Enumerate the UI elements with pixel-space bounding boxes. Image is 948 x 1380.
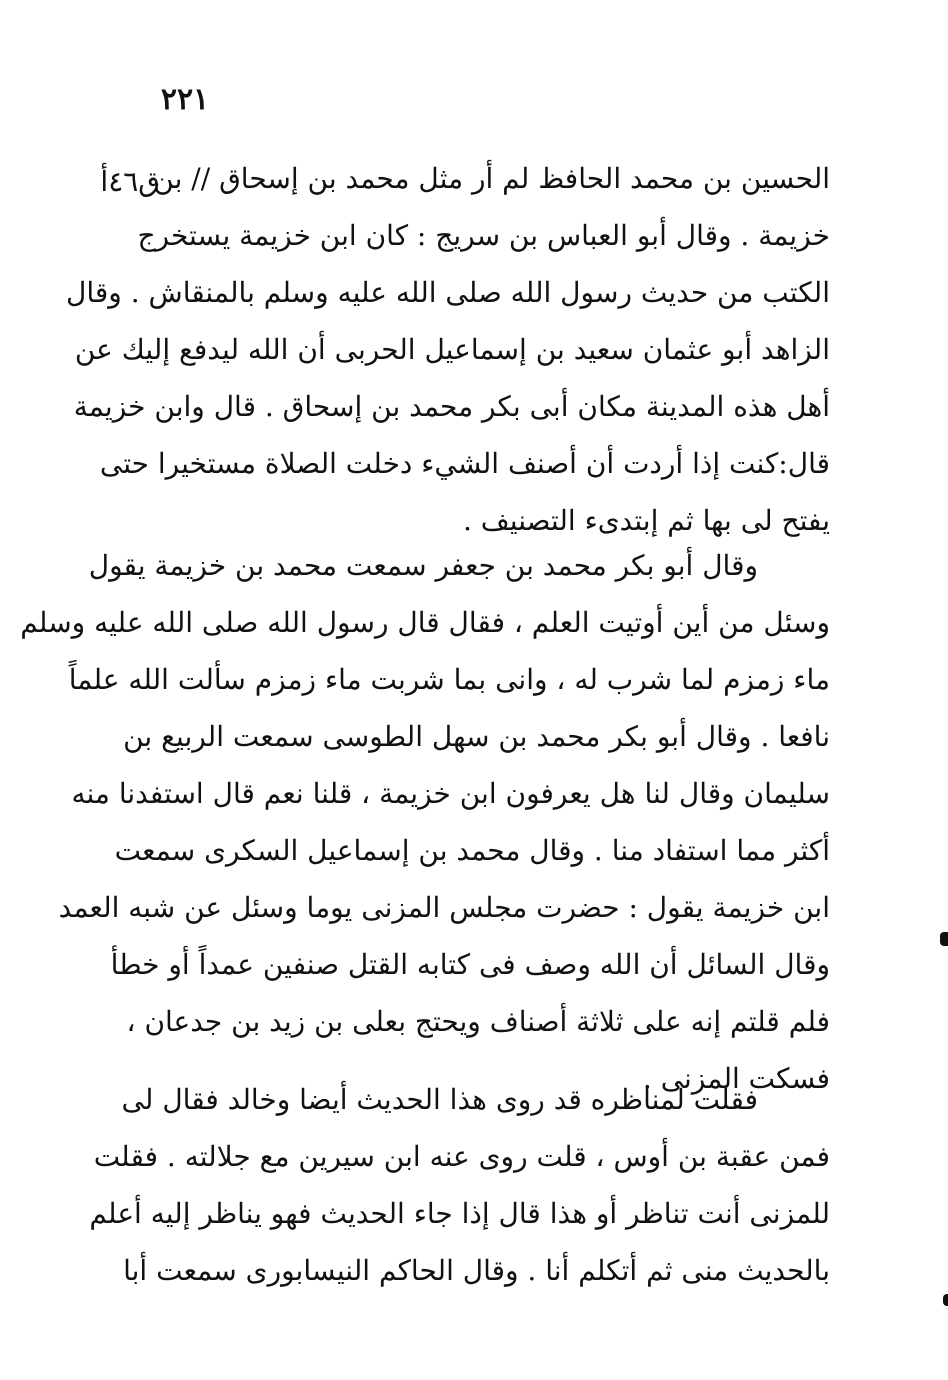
text-line: الزاهد أبو عثمان سعيد بن إسماعيل الحربى أن الله ليدفع إليك عن (74, 333, 830, 366)
text-line: الحسين بن محمد الحافظ لم أر مثل محمد بن إسحاق // بن (153, 162, 830, 195)
page-number: ٢٢١ (160, 82, 210, 117)
text-line: نافعا . وقال أبو بكر محمد بن سهل الطوسى سمعت الربيع بن (123, 720, 830, 753)
text-line: فسكت المزنى . (642, 1062, 830, 1095)
text-line: للمزنى أنت تناظر أو هذا قال إذا جاء الحديث فهو يناظر إليه أعلم (89, 1197, 830, 1230)
text-line: قال:كنت إذا أردت أن أصنف الشيء دخلت الصلاة مستخيرا حتى (99, 447, 830, 480)
text-line: وقال أبو بكر محمد بن جعفر سمعت محمد بن خزيمة يقول (88, 549, 758, 582)
text-line: وسئل من أين أوتيت العلم ، فقال قال رسول الله صلى الله عليه وسلم (20, 606, 830, 639)
text-line: فمن عقبة بن أوس ، قلت روى عنه ابن سيرين مع جلالته . فقلت (93, 1140, 830, 1173)
text-line: وقال السائل أن الله وصف فى كتابه القتل صنفين عمداً أو خطأ (110, 948, 830, 981)
text-line: فلم قلتم إنه على ثلاثة أصناف ويحتج بعلى بن زيد بن جدعان ، (126, 1005, 830, 1038)
paragraph-3 (89, 1071, 830, 1299)
binding-mark (943, 1294, 948, 1306)
text-line: أهل هذه المدينة مكان أبى بكر محمد بن إسحاق . قال وابن خزيمة (73, 390, 830, 423)
text-line: ماء زمزم لما شرب له ، وانى بما شربت ماء زمزم سألت الله علماً (68, 663, 830, 696)
text-line: أكثر مما استفاد منا . وقال محمد بن إسماعيل السكرى سمعت (114, 834, 830, 867)
text-line: ابن خزيمة يقول : حضرت مجلس المزنى يوما وسئل عن شبه العمد (58, 891, 830, 924)
text-line: الكتب من حديث رسول الله صلى الله عليه وسلم بالمنقاش . وقال (66, 276, 830, 309)
manuscript-folio-note: ق٤٦أ (100, 165, 160, 198)
binding-mark (940, 932, 948, 946)
text-line: فقلت لمناظره قد روى هذا الحديث أيضا وخالد فقال لى (121, 1083, 758, 1116)
text-line: يفتح لى بها ثم إبتدىء التصنيف . (462, 504, 830, 537)
text-line: سليمان وقال لنا هل يعرفون ابن خزيمة ، قلنا نعم قال استفدنا منه (71, 777, 830, 810)
text-line: بالحديث منى ثم أتكلم أنا . وقال الحاكم النيسابورى سمعت أبا (123, 1254, 830, 1287)
paragraph-2 (20, 537, 830, 1107)
text-line: خزيمة . وقال أبو العباس بن سريج : كان ابن خزيمة يستخرج (137, 219, 830, 252)
